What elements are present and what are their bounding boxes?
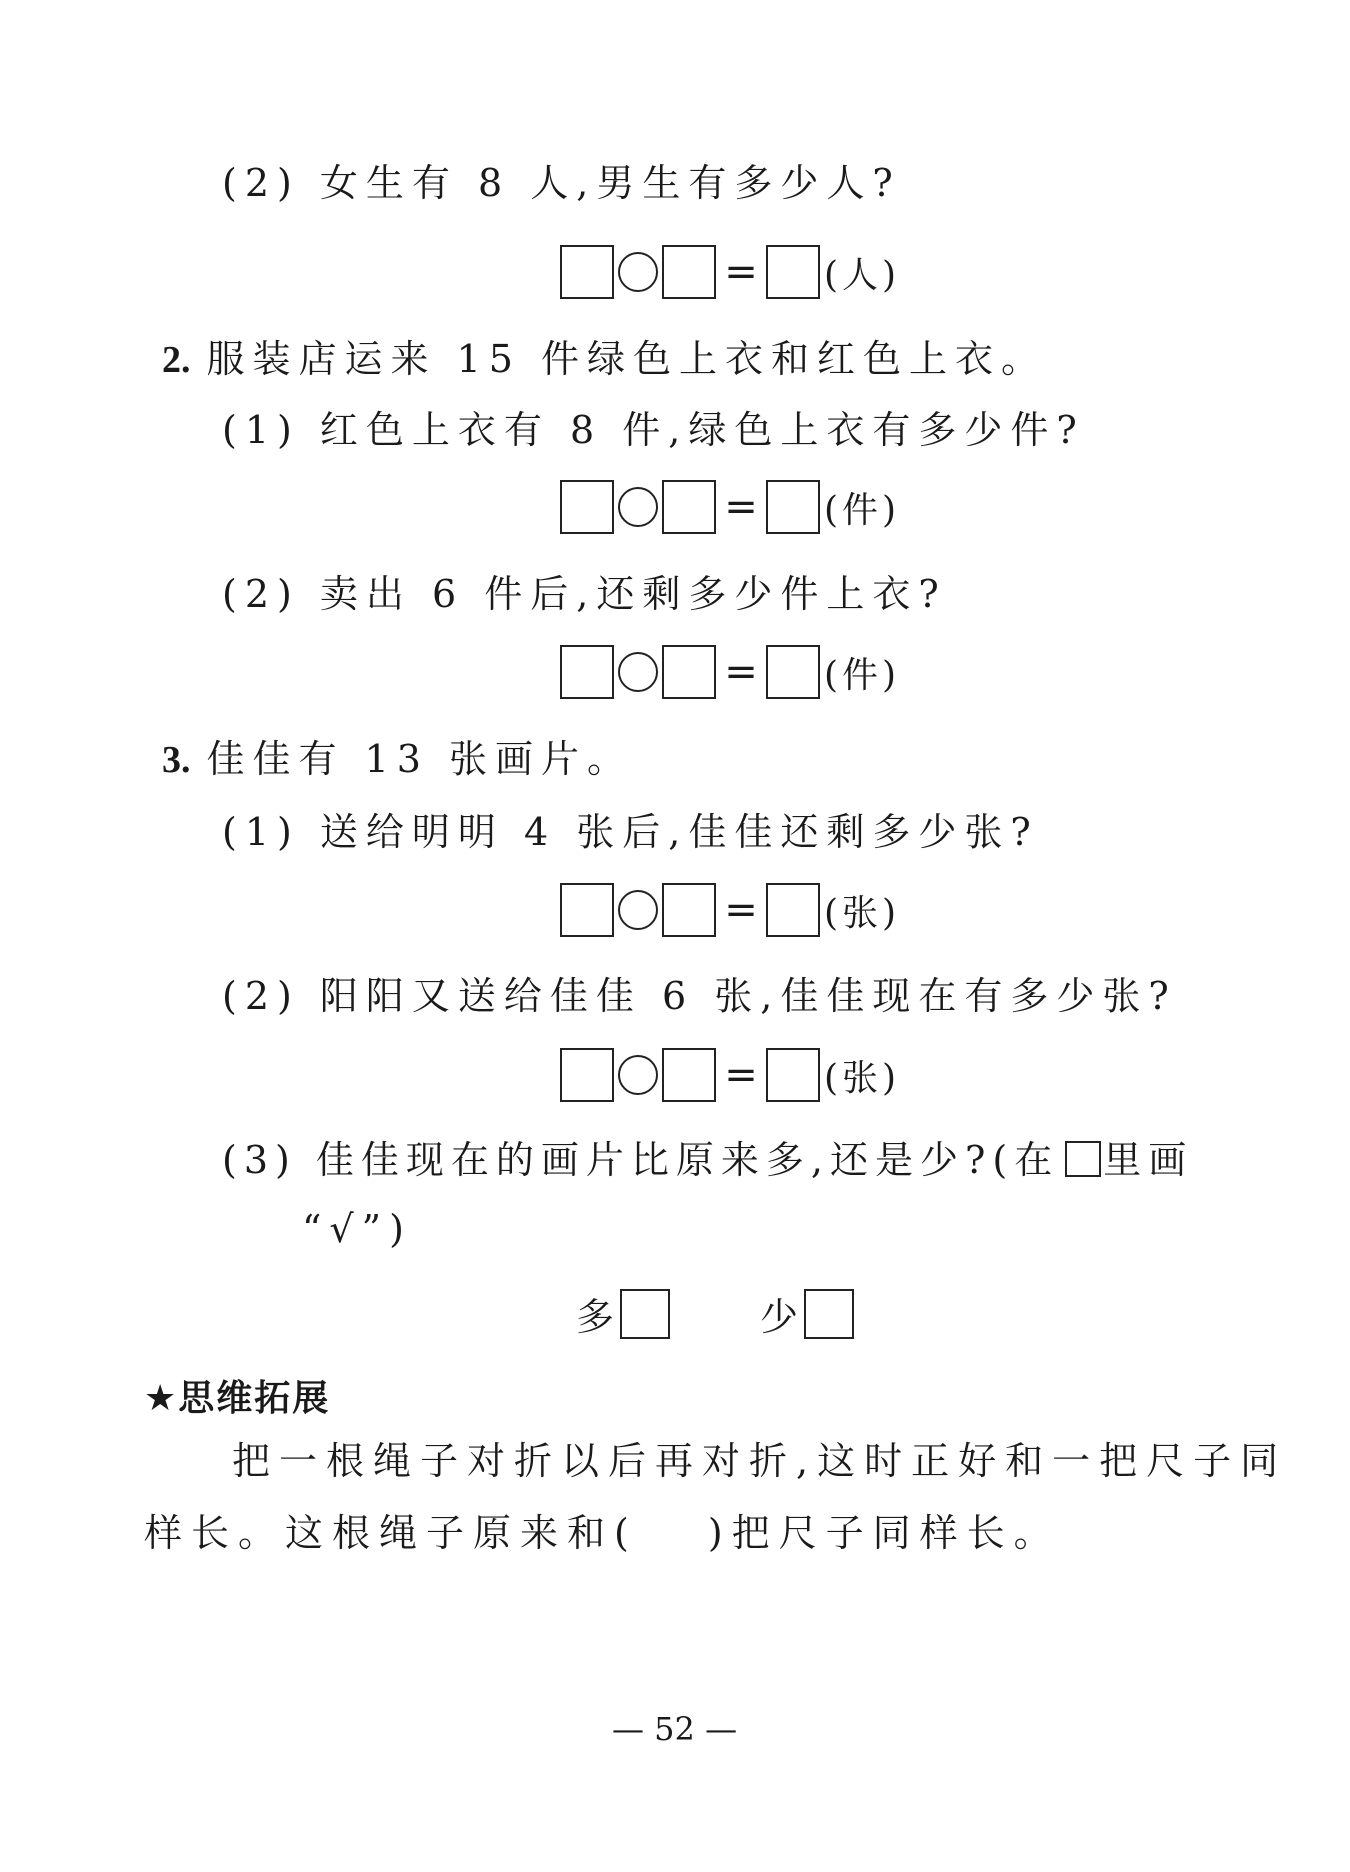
q3-question <box>162 737 634 781</box>
q1-part2-question <box>222 161 901 205</box>
answer-box[interactable] <box>662 245 716 299</box>
equals-sign: = <box>724 249 758 295</box>
equals-sign: = <box>724 887 758 933</box>
q3-part3-text-after: 里画 <box>1103 1138 1194 1182</box>
answer-box[interactable] <box>662 480 716 534</box>
equals-sign: = <box>724 484 758 530</box>
q2-part1-text: 红色上衣有 8 件,绿色上衣有多少件? <box>319 408 1085 452</box>
extension-line2 <box>144 1511 1061 1555</box>
q2-question <box>162 337 1048 381</box>
q3-part1-equation <box>560 881 900 939</box>
operator-circle[interactable] <box>618 890 658 930</box>
unit-label: (件) <box>824 489 901 531</box>
q3-part1-text: 送给明明 4 张后,佳佳还剩多少张? <box>319 810 1039 854</box>
choice-more-box[interactable] <box>620 1289 670 1339</box>
q1-part2-text: 女生有 8 人,男生有多少人? <box>319 161 901 205</box>
answer-box[interactable] <box>766 245 820 299</box>
unit-label: (件) <box>824 654 901 696</box>
operator-circle[interactable] <box>618 252 658 292</box>
q2-part2-question <box>222 572 947 616</box>
operator-circle[interactable] <box>618 487 658 527</box>
q3-part3-text-before: 佳佳现在的画片比原来多,还是少?(在 <box>315 1138 1060 1182</box>
answer-box[interactable] <box>766 1048 820 1102</box>
q2-part2-label: (2) <box>222 572 300 616</box>
unit-label: (张) <box>824 1057 901 1099</box>
extension-heading <box>144 1370 330 1421</box>
q3-part2-text: 阳阳又送给佳佳 6 张,佳佳现在有多少张? <box>319 974 1177 1018</box>
q2-part2-equation <box>560 643 900 701</box>
star-icon: ★ <box>144 1378 179 1419</box>
unit-label: (张) <box>824 892 901 934</box>
equals-sign: = <box>724 649 758 695</box>
answer-box[interactable] <box>766 645 820 699</box>
q2-part2-text: 卖出 6 件后,还剩多少件上衣? <box>319 572 947 616</box>
operator-circle[interactable] <box>618 652 658 692</box>
equals-sign: = <box>724 1052 758 1098</box>
extension-title: 思维拓展 <box>178 1378 331 1419</box>
answer-box[interactable] <box>766 480 820 534</box>
q2-part1-equation <box>560 478 900 536</box>
answer-box[interactable] <box>662 1048 716 1102</box>
answer-box[interactable] <box>560 645 614 699</box>
choice-less[interactable] <box>760 1286 854 1341</box>
answer-box[interactable] <box>560 245 614 299</box>
q1-part2-equation <box>560 243 900 301</box>
q3-part2-equation <box>560 1046 900 1104</box>
answer-box[interactable] <box>662 645 716 699</box>
q1-part2-label: (2) <box>222 161 300 205</box>
q3-part3-line2: “√”) <box>302 1207 412 1251</box>
q3-part1-question <box>222 810 1039 854</box>
q2-text: 服装店运来 15 件绿色上衣和红色上衣。 <box>206 337 1048 381</box>
q3-part2-label: (2) <box>222 974 300 1018</box>
answer-box[interactable] <box>560 480 614 534</box>
operator-circle[interactable] <box>618 1055 658 1095</box>
answer-box[interactable] <box>560 1048 614 1102</box>
answer-box[interactable] <box>662 883 716 937</box>
q2-number: 2. <box>162 339 191 381</box>
q2-part1-label: (1) <box>222 408 300 452</box>
answer-box[interactable] <box>560 883 614 937</box>
q3-part2-question <box>222 974 1177 1018</box>
choice-less-box[interactable] <box>804 1289 854 1339</box>
extension-line2-after: )把尺子同样长。 <box>707 1511 1061 1555</box>
q3-part1-label: (1) <box>222 810 300 854</box>
unit-label: (人) <box>824 254 901 296</box>
q2-part1-question <box>222 408 1085 452</box>
q3-part3-question <box>222 1138 1194 1182</box>
q3-text: 佳佳有 13 张画片。 <box>206 737 634 781</box>
extension-line2-before: 样长。这根绳子原来和( <box>144 1511 638 1555</box>
choice-more-label: 多 <box>576 1295 615 1339</box>
page-number: — 52 — <box>612 1710 738 1748</box>
answer-box[interactable] <box>766 883 820 937</box>
q3-number: 3. <box>162 739 191 781</box>
choice-less-label: 少 <box>760 1295 799 1339</box>
extension-line1: 把一根绳子对折以后再对折,这时正好和一把尺子同 <box>232 1439 1288 1483</box>
q3-part3-label: (3) <box>222 1138 297 1182</box>
example-box <box>1065 1141 1101 1177</box>
choice-more[interactable] <box>576 1286 670 1341</box>
